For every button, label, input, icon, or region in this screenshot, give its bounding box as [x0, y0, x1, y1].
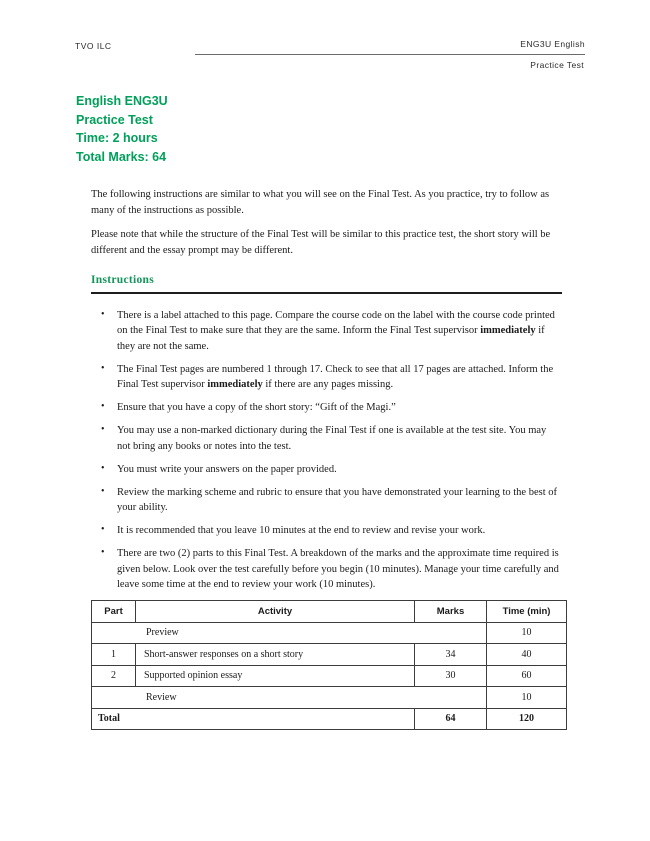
bullet-item [91, 423, 562, 454]
intro-paragraph-2: Please note that while the structure of the Final Test will be similar to this practice test, the short story will be different and the essay prompt may be different. [91, 229, 551, 256]
intro-paragraph-1: The following instructions are similar to what you will see on the Final Test. As you practice, try to follow as many of the instructions as possible. [91, 189, 550, 216]
bullet-marker: • [101, 401, 105, 412]
table-cell: Review [92, 687, 487, 709]
table-cell: 64 [415, 708, 487, 730]
table-row [92, 708, 567, 730]
table-row [92, 622, 567, 644]
marks-breakdown-table [91, 600, 567, 730]
header-course-code: ENG3U English [520, 39, 585, 49]
bullet-marker: • [101, 424, 105, 435]
bullet-marker: • [101, 308, 105, 320]
table-header-time: Time (min) [487, 601, 567, 623]
table-cell: Supported opinion essay [136, 665, 415, 687]
bullet-text: Ensure that you have a copy of the short story: “Gift of the Magi.” [117, 402, 396, 413]
title-time: Time: 2 hours [76, 131, 158, 146]
bullet-item [91, 308, 562, 355]
table-header-row [92, 601, 567, 623]
bullet-text: if there are any pages missing. [262, 379, 394, 390]
table-cell: 10 [487, 622, 567, 644]
bullet-marker: • [101, 547, 105, 558]
table-row [92, 665, 567, 687]
title-block [76, 92, 168, 167]
title-course-name: English ENG3U [76, 94, 168, 108]
title-total-marks: Total Marks: 64 [76, 150, 167, 165]
bullet-text: You must write your answers on the paper provided. [117, 463, 337, 475]
table-cell: Preview [92, 622, 487, 644]
title-doc-type: Practice Test [76, 112, 153, 127]
bullet-text: Review the marking scheme and rubric to ensure that you have demonstrated your learning to the best of your ability. [117, 486, 557, 513]
table-header-part: Part [92, 601, 136, 623]
table-header-activity: Activity [136, 601, 415, 623]
bullet-text: The Final Test pages are numbered 1 through 17. Check to see that all 17 pages are attached. Inform the Final Test supervisor [117, 363, 554, 390]
content-column [91, 187, 562, 730]
bullet-item [91, 523, 562, 539]
table-header-marks: Marks [415, 601, 487, 623]
table-cell: Short-answer responses on a short story [136, 644, 415, 666]
bullet-marker: • [101, 524, 105, 535]
bullet-marker: • [101, 462, 105, 474]
table-cell: 40 [487, 644, 567, 666]
bullet-item [91, 546, 562, 593]
header-rule [195, 54, 585, 55]
bullet-item [91, 400, 562, 416]
table-cell: 34 [415, 644, 487, 666]
bullet-bold-text: immediately [207, 379, 263, 390]
table-cell: Total [92, 708, 415, 730]
bullet-item [91, 485, 562, 516]
bullet-text: It is recommended that you leave 10 minutes at the end to review and revise your work. [117, 525, 486, 536]
bullet-item [91, 362, 562, 393]
instructions-heading: Instructions [91, 274, 155, 286]
instructions-bullet-list [91, 308, 562, 593]
table-cell: 10 [487, 687, 567, 709]
table-cell: 60 [487, 665, 567, 687]
bullet-item [91, 462, 562, 478]
table-row [92, 644, 567, 666]
bullet-marker: • [101, 485, 105, 497]
table-row [92, 687, 567, 709]
bullet-bold-text: immediately [480, 325, 536, 336]
table-cell: 2 [92, 665, 136, 687]
header-course-provider: TVO ILC [75, 41, 112, 51]
instructions-heading-rule [91, 273, 562, 294]
table-cell: 30 [415, 665, 487, 687]
table-cell: 120 [487, 708, 567, 730]
bullet-marker: • [101, 362, 105, 374]
bullet-text: if they are not the same. [117, 325, 545, 352]
header-doc-type: Practice Test [530, 60, 584, 70]
bullet-text: There is a label attached to this page. Compare the course code on the label with the course code printed on the Final Test to make sure that they are the same. Inform the Final Test supervisor [117, 309, 555, 336]
table-cell: 1 [92, 644, 136, 666]
bullet-text: You may use a non-marked dictionary during the Final Test if one is available at the test site. You may not bring any books or notes into the test. [117, 425, 547, 452]
bullet-text: There are two (2) parts to this Final Test. A breakdown of the marks and the approximate time required is given below. Look over the test carefully before you begin (10 minutes). Manage your time carefully and leave some time at the end to review your work (10 minutes). [117, 548, 559, 590]
